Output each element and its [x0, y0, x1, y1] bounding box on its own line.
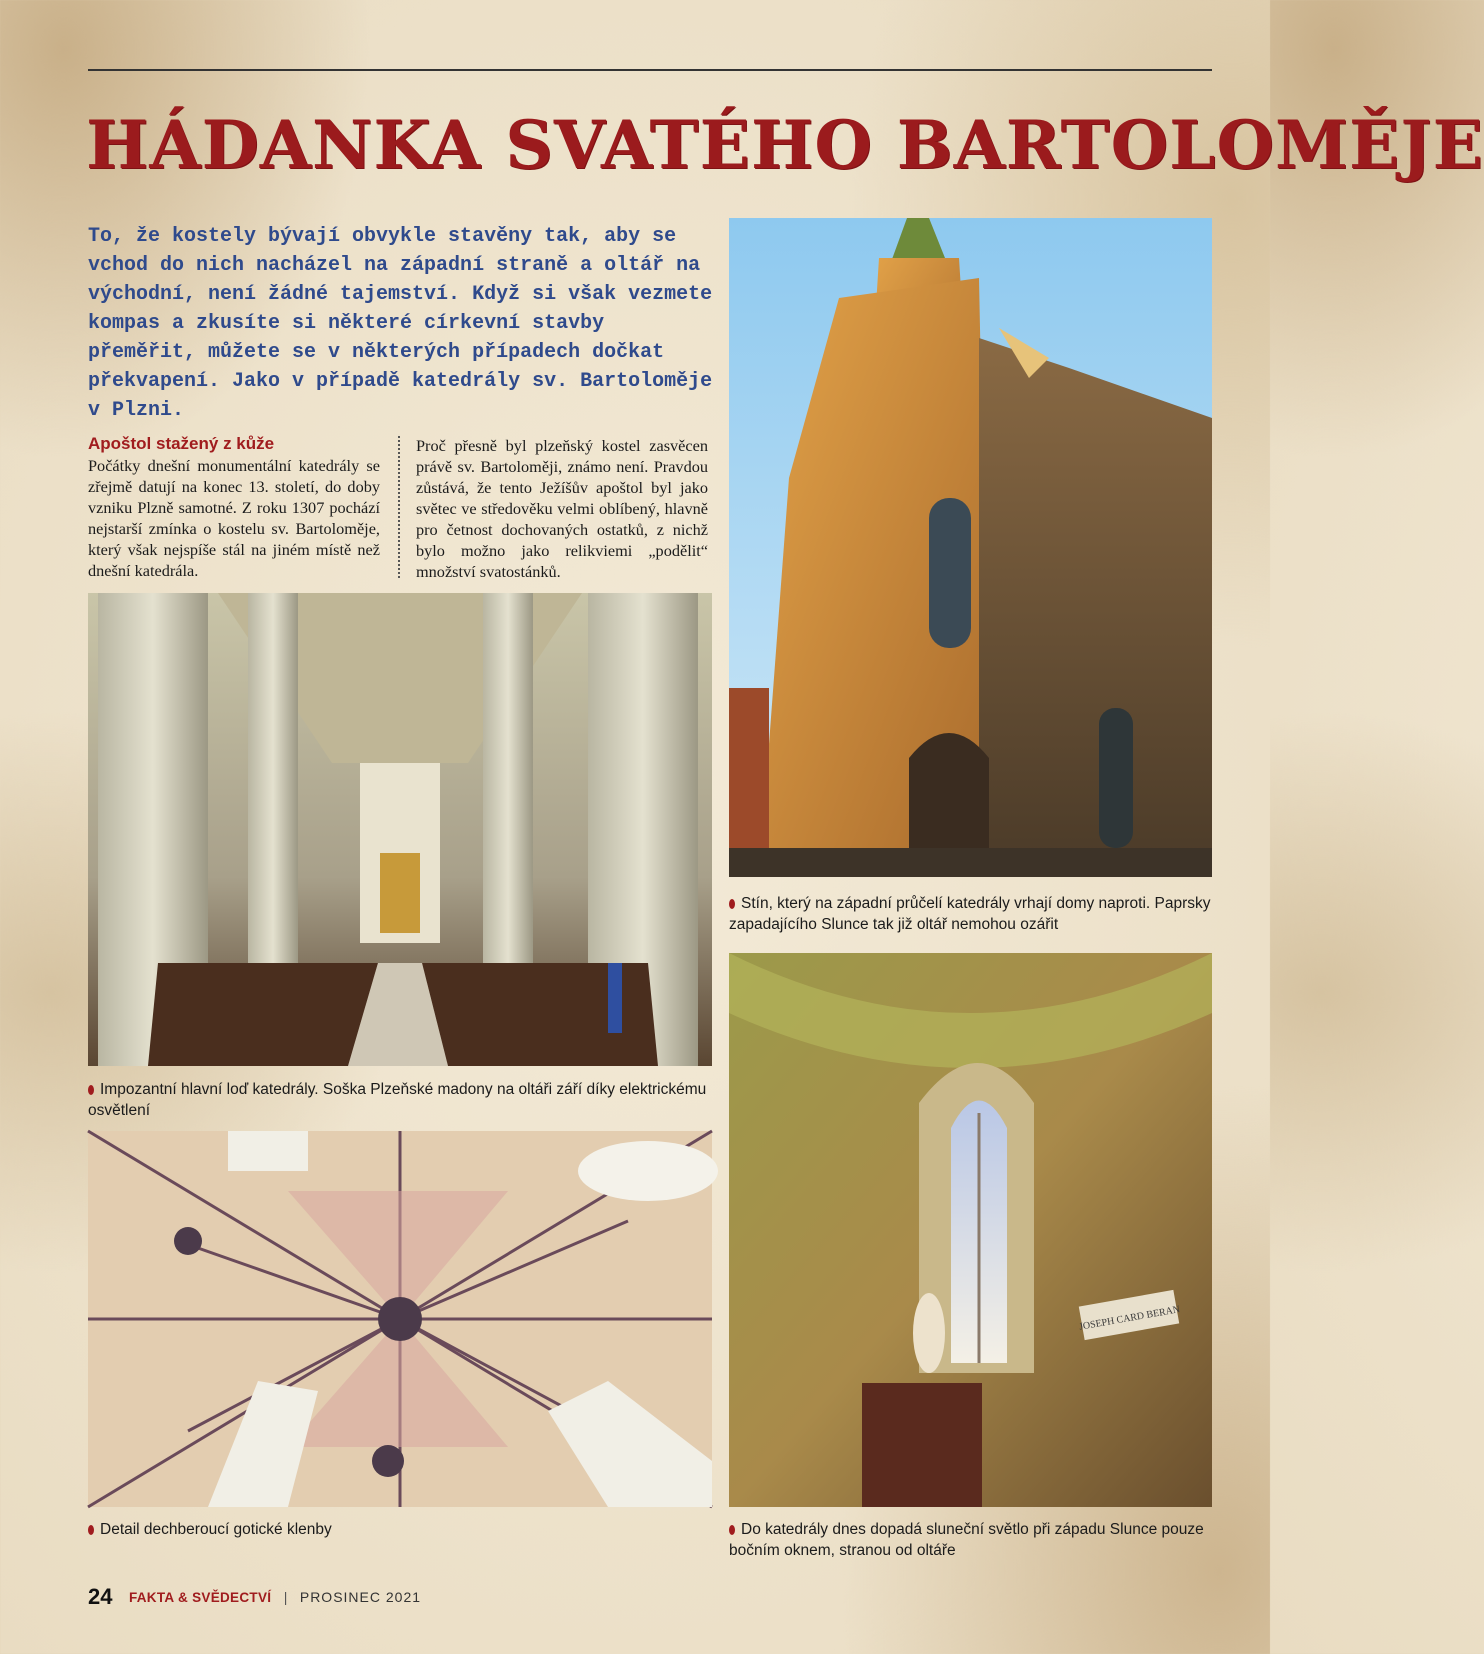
magazine-name: FAKTA & SVĚDECTVÍ: [128, 1589, 272, 1605]
body-column-1: Počátky dnešní monumentální katedrály se zřejmě datují na konec 13. století, do doby vzniku Plzně samotné. Z roku 1307 pochází nejstarší zmínka o kostelu sv. Bartoloměje, který však nejspíše stál na jiném místě než dnešní katedrála.: [88, 456, 380, 580]
page-footer: [88, 1584, 421, 1608]
issue-date: PROSINEC 2021: [299, 1589, 422, 1605]
vault-photo: [88, 1131, 712, 1507]
vault-caption: Detail dechberoucí gotické klenby: [88, 1519, 712, 1540]
caption-bullet-icon: [729, 1525, 735, 1535]
article-title: HÁDANKA SVATÉHO BARTOLOMĚJE: [86, 106, 1484, 184]
side-window-photo: [729, 953, 1212, 1507]
tower-caption: Stín, který na západní průčelí katedrály vrhají domy naproti. Paprsky zapadajícího Slunce tak již oltář nemohou ozářit: [729, 895, 1211, 933]
nave-caption: Impozantní hlavní loď katedrály. Soška Plzeňské madony na oltáři září díky elektrickému osvětlení: [88, 1081, 707, 1119]
section-subhead: Apoštol stažený z kůže: [88, 434, 275, 453]
footer-separator: |: [283, 1589, 288, 1605]
caption-bullet-icon: [88, 1525, 94, 1535]
caption-bullet-icon: [88, 1085, 94, 1095]
caption-bullet-icon: [729, 899, 735, 909]
nave-photo: [88, 593, 712, 1066]
plaque-text: JOSEPH CARD BERAN: [1078, 1304, 1181, 1333]
top-rule: [88, 69, 1212, 71]
window-caption: Do katedrály dnes dopadá sluneční světlo při západu Slunce pouze bočním oknem, stranou od oltáře: [729, 1521, 1204, 1559]
article-lead: To, že kostely bývají obvykle stavěny tak, aby se vchod do nich nacházel na západní straně a oltář na východní, není žádné tajemství. Když si však vezmete kompas a zkusíte si některé církevní stavby přeměřit, můžete se v některých případech dočkat překvapení. Jako v případě katedrály sv. Bartoloměje v Plzni.: [88, 225, 713, 422]
page-number: 24: [88, 1584, 113, 1609]
cathedral-tower-photo: [729, 218, 1212, 877]
body-column-2: Proč přesně byl plzeňský kostel zasvěcen právě sv. Bartoloměji, známo není. Pravdou zůstává, že tento Ježíšův apoštol byl jako světec ve středověku velmi oblíbený, hlavně pro četnost dochovaných ostatků, z nichž bylo možno jako relikviemi „podělit“ množství svatostánků.: [416, 436, 708, 581]
column-divider: [398, 436, 400, 578]
